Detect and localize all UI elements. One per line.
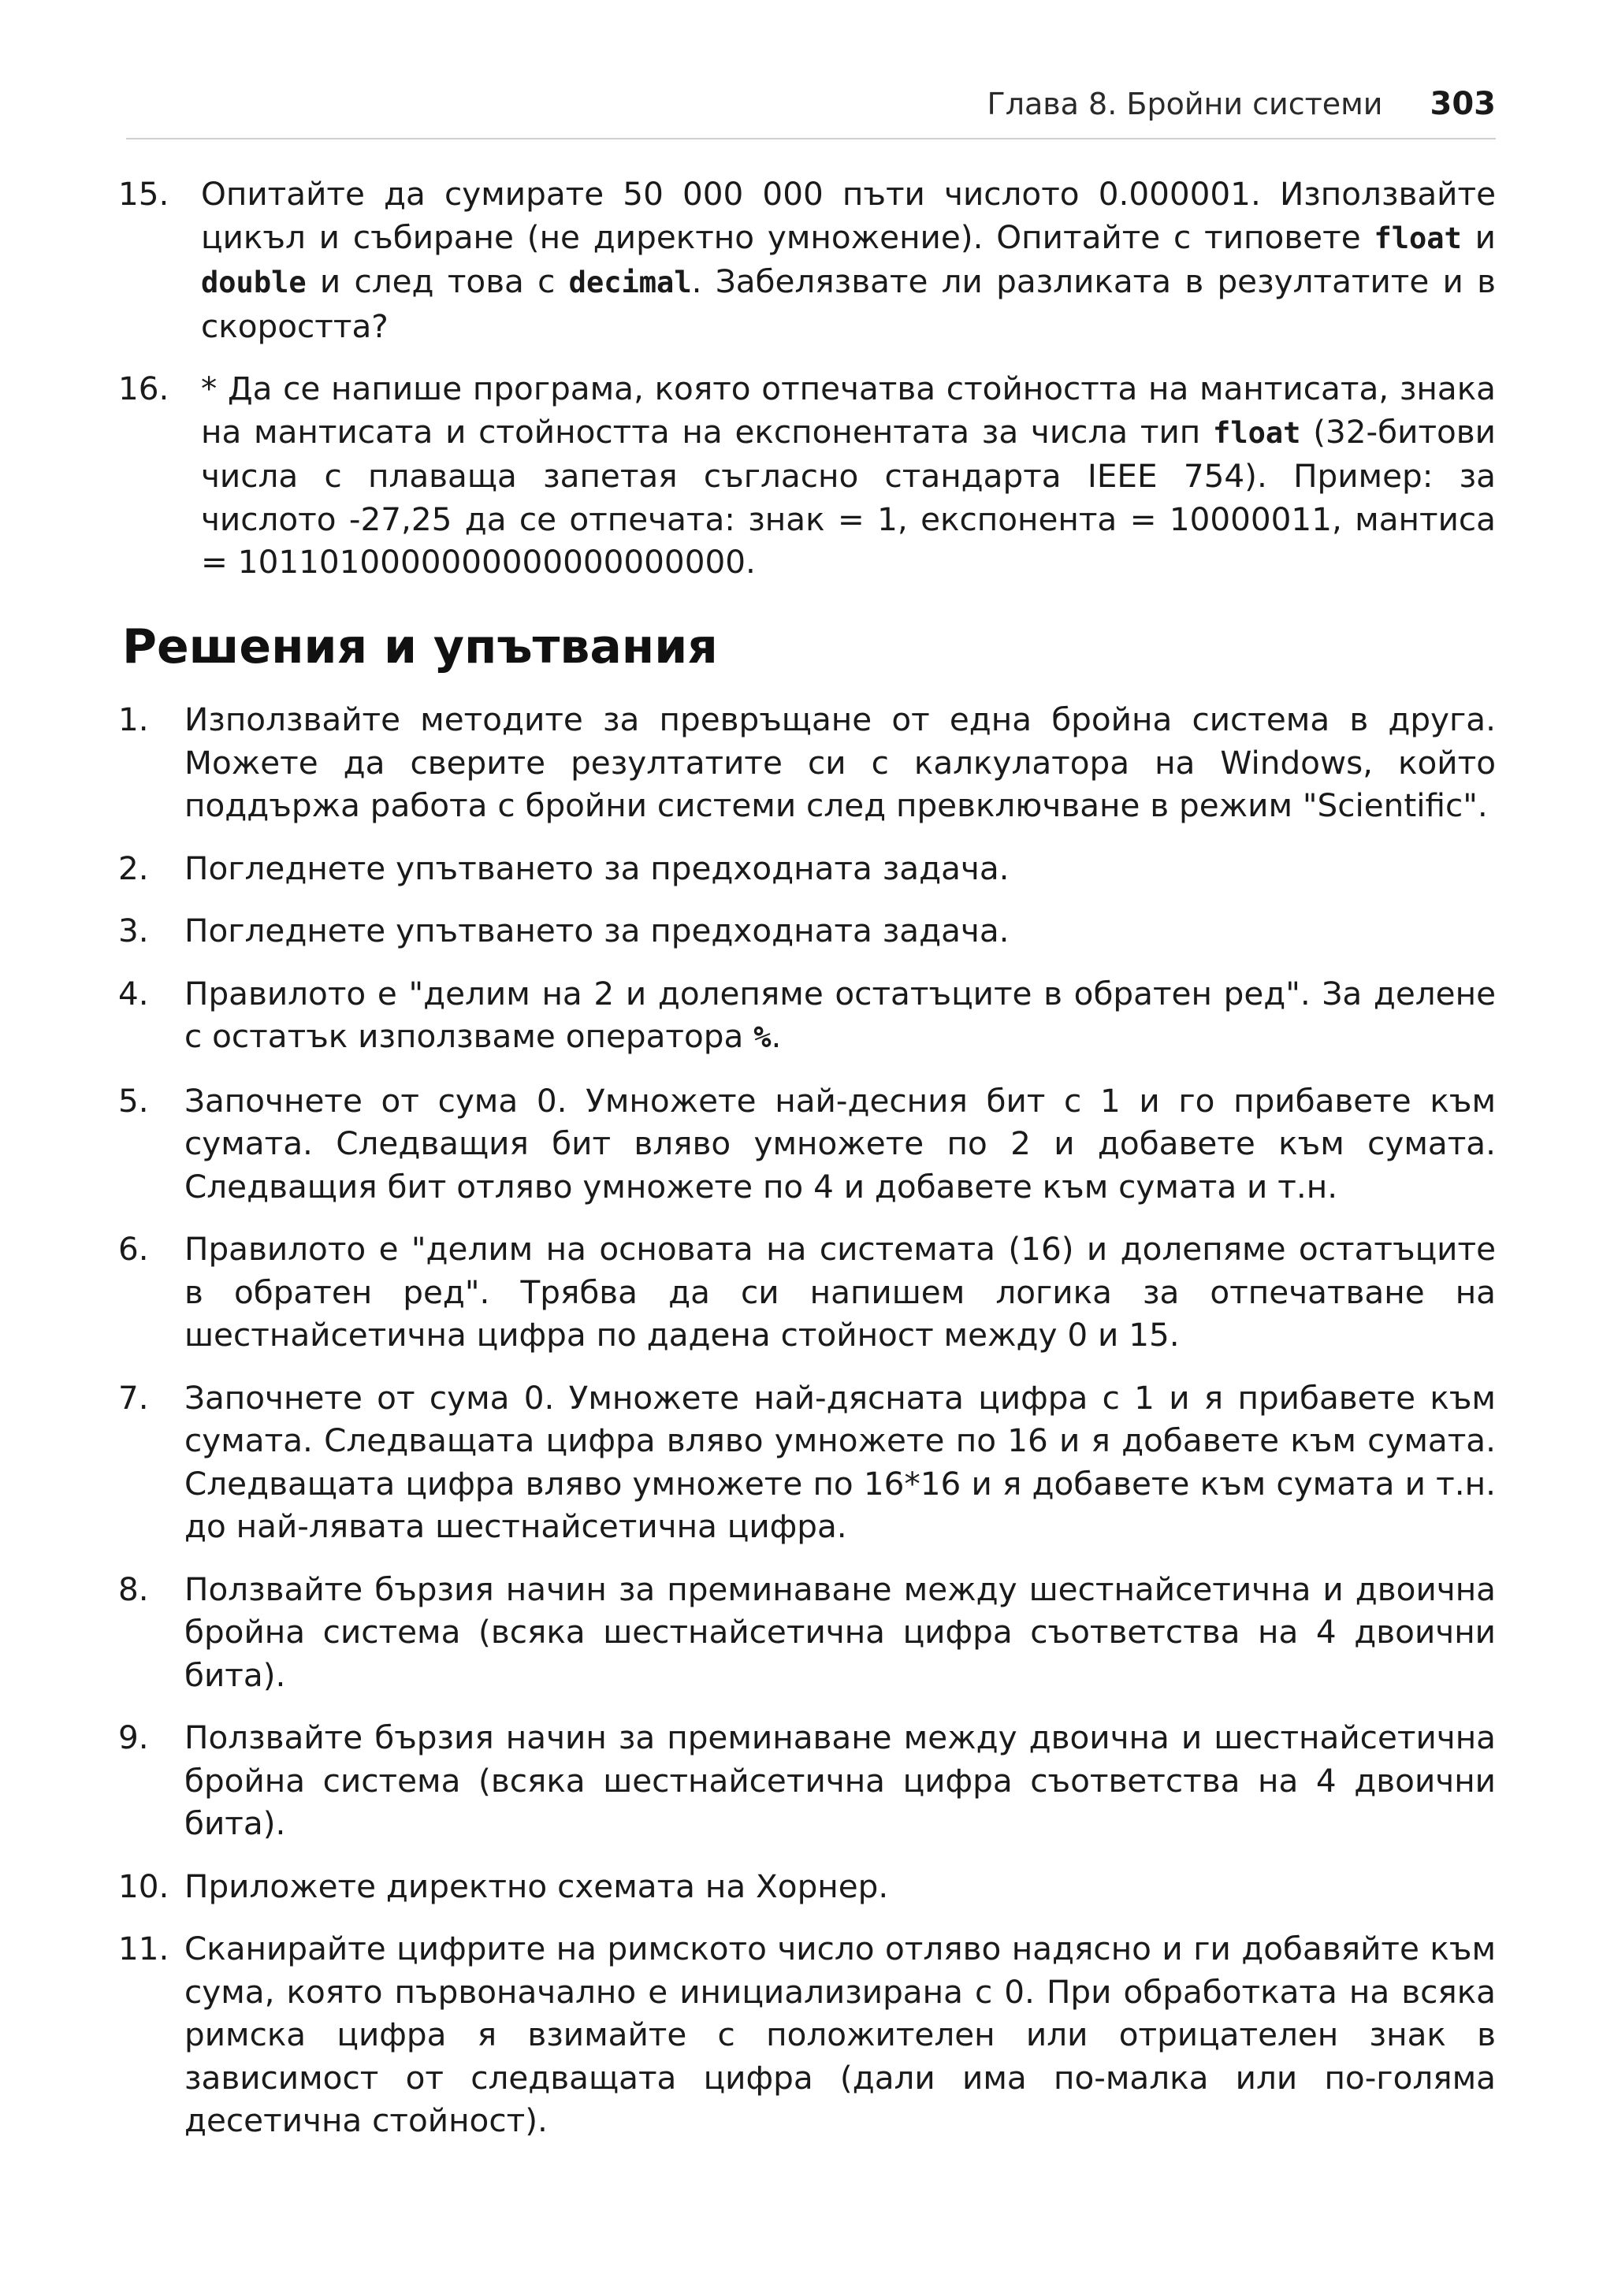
- item-text: [201, 173, 1496, 347]
- text-run: и: [1461, 217, 1496, 256]
- item-text: [184, 972, 1496, 1060]
- solution-item: [118, 1228, 1496, 1357]
- running-header: [987, 85, 1496, 123]
- item-text: [184, 847, 1496, 890]
- solution-item: [118, 698, 1496, 827]
- item-number: 2.: [118, 849, 149, 887]
- item-number: 11.: [118, 1930, 169, 1967]
- item-number: 3.: [118, 912, 149, 949]
- item-text: [184, 909, 1496, 953]
- text-run: * Да се напише програма, която отпечатва стойността на мантисата, знака на мантисата и стойността на експонентата за числа тип: [201, 370, 1496, 451]
- text-run: . Забелязвате ли разликата в резултатите и в скоростта?: [201, 262, 1497, 345]
- item-text: [184, 698, 1496, 827]
- item-number: 7.: [118, 1378, 149, 1417]
- inline-code: %: [753, 1020, 772, 1054]
- text-run: и след това с: [306, 262, 569, 300]
- solution-item: [118, 1716, 1496, 1845]
- item-number: 8.: [118, 1570, 149, 1608]
- solution-item: [118, 1079, 1496, 1209]
- text-run: Ползвайте бързия начин за преминаване между шестнайсетична и двоична бройна система (всяка шестнайсетична цифра съответства на 4 двоични бита).: [184, 1570, 1496, 1694]
- item-text: [184, 1079, 1496, 1209]
- text-run: Правилото е "делим на основата на системата (16) и долепяме остатъците в обратен ред". Трябва да си напишем логика за отпечатване на шестнайсетична цифра по дадена стойност между 0 и 15.: [184, 1230, 1496, 1354]
- exercise-list: [118, 173, 1496, 584]
- exercise-item: [118, 173, 1496, 347]
- item-text: [184, 1927, 1496, 2142]
- item-text: [201, 367, 1496, 584]
- exercise-item: [118, 367, 1496, 584]
- inline-code: float: [1374, 221, 1462, 255]
- text-run: Приложете директно схемата на Хорнер.: [184, 1867, 889, 1905]
- page-number: 303: [1430, 86, 1496, 122]
- text-run: Започнете от сума 0. Умножете най-десния бит с 1 и го прибавете към сумата. Следващия бит вляво умножете по 2 и добавете към сумата. Следващия бит отляво умножете по 4 и добавете към сумата и т.н.: [184, 1081, 1496, 1206]
- item-number: 15.: [118, 175, 169, 213]
- item-text: [184, 1865, 1496, 1908]
- inline-code: decimal: [568, 266, 692, 299]
- section-title: Решения и упътвания: [122, 619, 718, 674]
- header-divider: [126, 138, 1496, 139]
- item-text: [184, 1228, 1496, 1357]
- solution-item: [118, 1927, 1496, 2142]
- solution-item: [118, 909, 1496, 953]
- text-run: Сканирайте цифрите на римското число отляво надясно и ги добавяйте към сума, която първоначално е инициализирана с 0. При обработката на всяка римска цифра я взимайте с положителен или отрицателен знак в зависимост от следващата цифра (дали има по-малка или по-голяма десетична стойност).: [184, 1930, 1496, 2139]
- item-number: 1.: [118, 700, 149, 738]
- item-number: 5.: [118, 1081, 149, 1120]
- text-run: Опитайте да сумирате 50 000 000 пъти числото 0.000001. Използвайте цикъл и събиране (не директно умножение). Опитайте с типовете: [201, 175, 1496, 256]
- solution-item: [118, 1376, 1496, 1548]
- solution-item: [118, 1865, 1496, 1908]
- solution-item: [118, 972, 1496, 1060]
- text-run: Започнете от сума 0. Умножете най-дясната цифра с 1 и я прибавете към сумата. Следващата цифра вляво умножете по 16 и я добавете към сумата. Следващата цифра вляво умножете по 16*16 и я добавете към сумата и т.н. до най-лявата шестнайсетична цифра.: [184, 1378, 1496, 1545]
- text-run: .: [771, 1017, 782, 1055]
- item-number: 9.: [118, 1718, 149, 1756]
- text-run: Използвайте методите за превръщане от една бройна система в друга. Можете да сверите резултатите си с калкулатора на Windows, който поддържа работа с бройни системи след превключване в режим "Scientific".: [184, 700, 1496, 824]
- text-run: Правилото е "делим на 2 и долепяме остатъците в обратен ред". За делене с остатък използваме оператора: [184, 974, 1496, 1055]
- solution-item: [118, 847, 1496, 890]
- solution-list: [118, 698, 1496, 2142]
- solution-item: [118, 1568, 1496, 1697]
- inline-code: double: [201, 266, 307, 299]
- chapter-title: Глава 8. Бройни системи: [987, 87, 1383, 121]
- item-text: [184, 1568, 1496, 1697]
- text-run: (32-битови числа с плаваща запетая съгласно стандарта IEEE 754). Пример: за числото -27,25 да се отпечата: знак = 1, експонента = 10000011, мантиса = 1011010000000000000000000.: [201, 412, 1497, 581]
- inline-code: float: [1213, 415, 1301, 450]
- item-text: [184, 1376, 1496, 1548]
- text-run: Ползвайте бързия начин за преминаване между двоична и шестнайсетична бройна система (всяка шестнайсетична цифра съответства на 4 двоични бита).: [184, 1718, 1496, 1842]
- item-number: 16.: [118, 370, 169, 407]
- text-run: Погледнете упътването за предходната задача.: [184, 849, 1010, 887]
- item-text: [184, 1716, 1496, 1845]
- item-number: 4.: [118, 974, 149, 1012]
- item-number: 10.: [118, 1867, 169, 1905]
- item-number: 6.: [118, 1230, 149, 1268]
- text-run: Погледнете упътването за предходната задача.: [184, 912, 1010, 949]
